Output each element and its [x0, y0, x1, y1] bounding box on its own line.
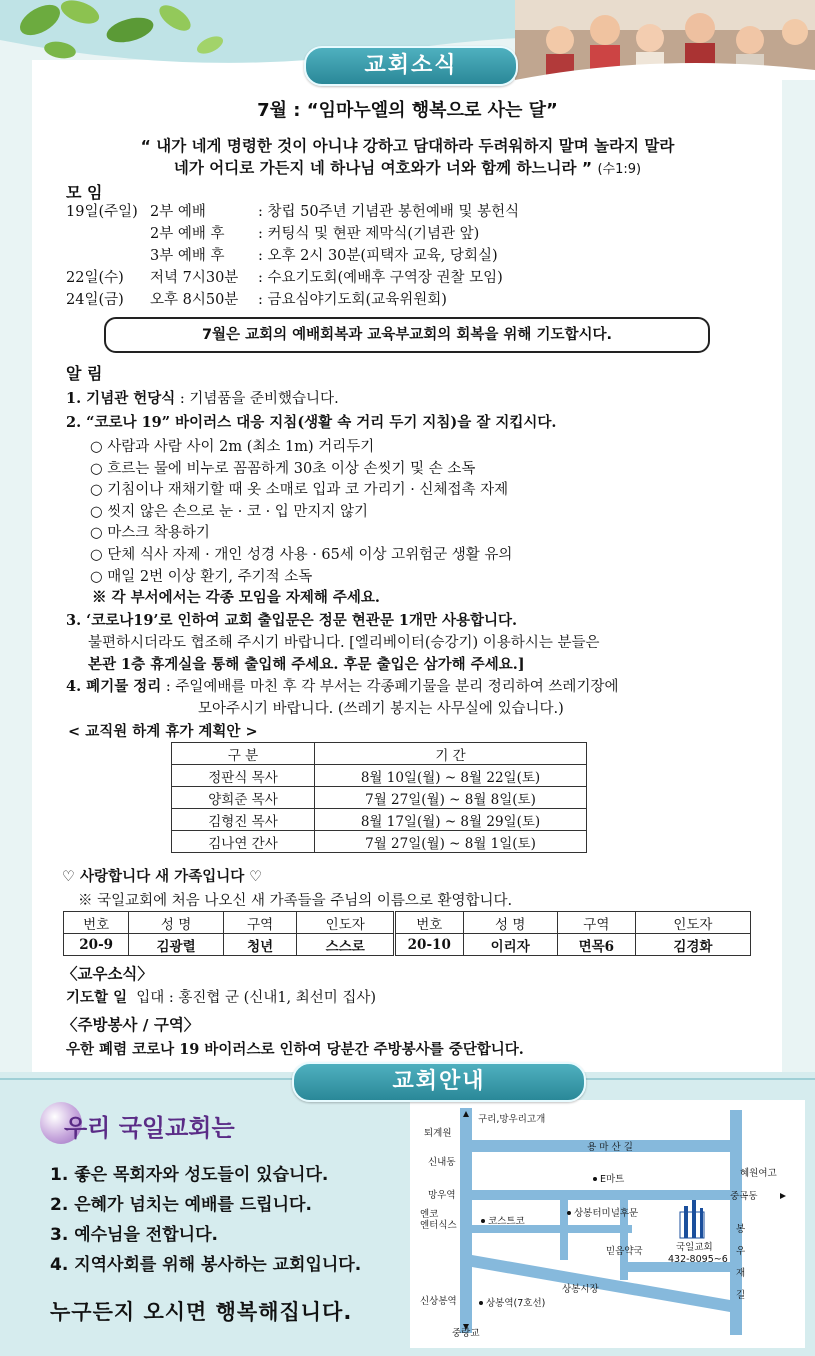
- intro-slogan: 누구든지 오시면 행복해집니다.: [50, 1300, 353, 1324]
- guideline-item: ○ 매일 2번 이상 환기, 주기적 소독: [90, 568, 313, 585]
- verse-line-1: “ 내가 네게 명령한 것이 아니냐 강하고 담대하라 두려워하지 말며 놀라지 말라: [140, 137, 675, 155]
- map-label-sinsangbong: 신상봉역: [420, 1296, 457, 1307]
- prayer-notice: 7월은 교회의 예배회복과 교육부교회의 회복을 위해 기도합시다.: [104, 317, 710, 353]
- vacation-staff: 김나연 간사: [172, 831, 315, 853]
- month-title: 7월 : “임마누엘의 행복으로 사는 달”: [257, 100, 558, 121]
- map-label-junggok: 중곡동: [730, 1191, 758, 1202]
- meeting-desc: : 창립 50주년 기념관 봉헌예배 및 봉헌식: [258, 204, 520, 220]
- meeting-day: 22일(수): [66, 270, 124, 286]
- kitchen-heading: 〈주방봉사 / 구역〉: [62, 1016, 200, 1034]
- newcomers-cell: 면목6: [557, 934, 635, 956]
- map-church-building: [680, 1200, 704, 1238]
- vacation-period: 7월 27일(월) ~ 8월 1일(토): [315, 831, 587, 853]
- vacation-period: 8월 17일(월) ~ 8월 29일(토): [315, 809, 587, 831]
- map-label-church: 국일교회: [676, 1242, 713, 1253]
- newcomers-cell: 이리자: [463, 934, 557, 956]
- meeting-desc: : 금요심야기도회(교육위원회): [258, 292, 447, 308]
- meeting-time: 오후 8시50분: [150, 292, 239, 308]
- meeting-time: 저녁 7시30분: [150, 270, 239, 286]
- members-heading: 〈교우소식〉: [62, 965, 153, 983]
- guideline-item: ○ 기침이나 재채기할 때 옷 소매로 입과 코 가리기 · 신체접촉 자제: [90, 482, 509, 499]
- guideline-item: ○ 단체 식사 자제 · 개인 성경 사용 · 65세 이상 고위험군 생활 유의: [90, 547, 513, 563]
- vacation-period: 7월 27일(월) ~ 8월 8일(토): [315, 787, 587, 809]
- newcomers-note: ※ 국일교회에 처음 나오신 새 가족들을 주님의 이름으로 환영합니다.: [78, 893, 513, 909]
- verse-line-2-text: 네가 어디로 가든지 네 하나님 여호와가 너와 함께 하느니라 ”: [173, 159, 593, 177]
- newcomers-cell: 20-10: [395, 934, 463, 956]
- map-label-toegyewon: 퇴계원: [424, 1128, 452, 1139]
- announcement-1-title: 1. 기념관 헌당식: [66, 390, 176, 407]
- map-point-marker: [567, 1211, 571, 1215]
- vacation-period: 8월 10일(월) ~ 8월 22일(토): [315, 765, 587, 787]
- meetings-heading: 모 임: [66, 183, 103, 202]
- newcomers-heading: ♡ 사랑합니다 새 가족입니다 ♡: [62, 869, 263, 885]
- intro-item: 3. 예수님을 전합니다.: [50, 1225, 218, 1245]
- newcomers-header-cell: 구역: [557, 912, 635, 934]
- guideline-item: ○ 사람과 사람 사이 2m (최소 1m) 거리두기: [90, 439, 375, 455]
- newcomers-cell: 20-9: [64, 934, 129, 956]
- map-point-marker: [479, 1301, 483, 1305]
- announcements-heading: 알 림: [66, 364, 103, 383]
- newcomers-header-cell: 번호: [395, 912, 463, 934]
- map-label-jungnang: 중랑교: [452, 1328, 480, 1339]
- newcomers-cell: 김광렬: [129, 934, 223, 956]
- news-banner: 교회소식: [304, 46, 518, 86]
- vacation-staff: 김형진 목사: [172, 809, 315, 831]
- map-point-marker: [481, 1219, 485, 1223]
- map-label-costco: 코스트코: [488, 1216, 525, 1227]
- guideline-item: ○ 마스크 착용하기: [90, 525, 210, 542]
- newcomers-header-cell: 인도자: [297, 912, 395, 934]
- announcement-1-text: : 기념품을 준비했습니다.: [175, 391, 339, 407]
- members-text: 입대 : 홍진협 군 (신내1, 최선미 집사): [136, 990, 377, 1006]
- meeting-time: 2부 예배: [150, 204, 206, 220]
- meeting-desc: : 커팅식 및 현판 제막식(기념관 앞): [258, 226, 480, 242]
- vacation-header-category: 구 분: [172, 743, 315, 765]
- announcement-4-text: : 주일예배를 마친 후 각 부서는 각종폐기물을 분리 정리하여 쓰레기장에: [161, 679, 619, 695]
- meeting-desc: : 수요기도회(예배후 구역장 권찰 모임): [258, 270, 503, 286]
- newcomers-header-cell: 번호: [64, 912, 129, 934]
- map-label-bongwoo: 봉 우 재 길: [736, 1224, 746, 1301]
- meeting-desc: : 오후 2시 30분(피택자 교육, 당회실): [258, 248, 498, 264]
- meeting-time: 2부 예배 후: [150, 226, 225, 242]
- intro-item: 1. 좋은 목회자와 성도들이 있습니다.: [50, 1165, 329, 1185]
- guideline-item: ○ 흐르는 물에 비누로 꼼꼼하게 30초 이상 손씻기 및 손 소독: [90, 460, 476, 477]
- map-label-enco: 엔코 엔터식스: [420, 1209, 457, 1231]
- east-arrow-icon: [780, 1193, 786, 1199]
- map-label-sinnae: 신내동: [428, 1157, 456, 1168]
- announcement-3-line-1: 3. ‘코로나19’로 인하여 교회 출입문은 정문 현관문 1개만 사용합니다.: [66, 612, 518, 629]
- announcement-2: 2. “코로나 19” 바이러스 대응 지침(생활 속 거리 두기 지침)을 잘 지킵시다.: [66, 414, 557, 431]
- map-label-north-road: 구리,망우리고개: [478, 1114, 546, 1125]
- newcomers-cell: 청년: [223, 934, 297, 956]
- vacation-staff: 정판식 목사: [172, 765, 315, 787]
- map-label-mangu: 망우역: [428, 1190, 456, 1201]
- intro-title: 우리 국일교회는: [64, 1114, 235, 1142]
- announcement-3-line-2: 불편하시더라도 협조해 주시기 바랍니다. [엘리베이터(승강기) 이용하시는 분들은: [88, 635, 600, 651]
- guideline-item: ○ 씻지 않은 손으로 눈 · 코 · 입 만지지 않기: [90, 503, 369, 520]
- map-label-phone: 432-8095~6: [668, 1254, 728, 1265]
- map-label-sangbong7: 상봉역(7호선): [486, 1298, 546, 1309]
- announcement-4-line-2: 모아주시기 바랍니다. (쓰레기 봉지는 사무실에 있습니다.): [198, 701, 564, 717]
- map-label-emart: E마트: [600, 1174, 625, 1185]
- newcomers-header-cell: 구역: [223, 912, 297, 934]
- map-label-mideum: 믿음약국: [606, 1246, 643, 1257]
- intro-item: 4. 지역사회를 위해 봉사하는 교회입니다.: [50, 1255, 362, 1275]
- meeting-day: 19일(주일): [66, 204, 138, 220]
- announcement-3-line-3: 본관 1층 휴게실을 통해 출입해 주세요. 후문 출입은 삼가해 주세요.]: [88, 656, 525, 673]
- members-label: 기도할 일: [66, 990, 128, 1006]
- map-label-yongmasan: 용 마 산 길: [587, 1142, 633, 1153]
- newcomers-header-cell: 성 명: [463, 912, 557, 934]
- map-point-marker: [593, 1177, 597, 1181]
- vacation-staff: 양희준 목사: [172, 787, 315, 809]
- intro-item: 2. 은혜가 넘치는 예배를 드립니다.: [50, 1195, 312, 1215]
- guideline-item: ※ 각 부서에서는 각종 모임을 자제해 주세요.: [92, 589, 380, 607]
- announcement-4-title: 4. 폐기물 정리: [66, 678, 162, 695]
- newcomers-cell: 스스로: [297, 934, 395, 956]
- guide-banner: 교회안내: [292, 1062, 586, 1102]
- meeting-time: 3부 예배 후: [150, 248, 225, 264]
- newcomers-header-cell: 인도자: [635, 912, 750, 934]
- map-label-hyewon: 혜원여고: [740, 1168, 777, 1179]
- vacation-heading: < 교직원 하계 휴가 계획안 >: [68, 724, 258, 740]
- vacation-header-period: 기 간: [315, 743, 587, 765]
- map-label-sangbong-market: 상봉시장: [562, 1284, 599, 1295]
- newcomers-cell: 김경화: [635, 934, 750, 956]
- meeting-day: 24일(금): [66, 292, 124, 308]
- verse-reference: (수1:9): [597, 162, 642, 177]
- newcomers-header-cell: 성 명: [129, 912, 223, 934]
- kitchen-text: 우한 폐렴 코로나 19 바이러스로 인하여 당분간 주방봉사를 중단합니다.: [66, 1041, 524, 1058]
- map-label-terminal: 상봉터미널후문: [574, 1208, 639, 1219]
